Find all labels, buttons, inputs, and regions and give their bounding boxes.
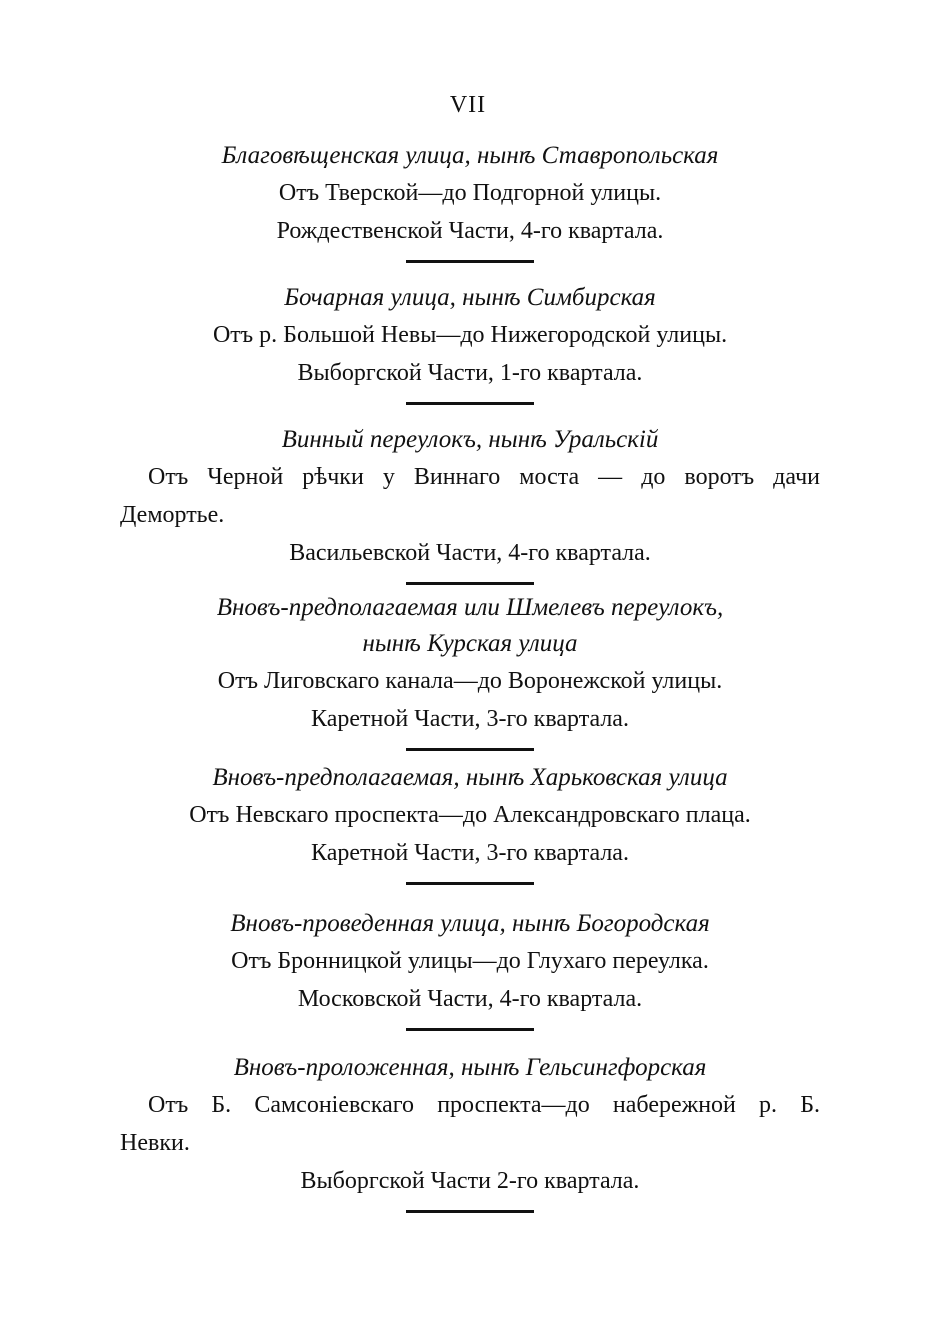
street-district: Выборгской Части 2-го квартала. <box>300 1168 640 1194</box>
street-entry <box>120 760 820 885</box>
street-route: Отъ Бронницкой улицы—до Глухаго переулка. <box>231 948 709 974</box>
street-heading: Бочарная улица, нынѣ Симбирская <box>284 284 656 311</box>
street-district: Васильевской Части, 4-го квартала. <box>289 540 651 566</box>
street-heading: Благовѣщенская улица, нынѣ Ставропольская <box>221 142 719 169</box>
street-heading-continued: нынѣ Курская улица <box>362 630 578 657</box>
street-entry <box>120 1050 820 1213</box>
street-entry <box>120 906 820 1031</box>
section-divider <box>406 882 534 885</box>
section-divider <box>406 748 534 751</box>
section-divider <box>406 1028 534 1031</box>
street-route: Отъ Тверской—до Подгорной улицы. <box>278 180 662 206</box>
street-heading: Вновъ-предполагаемая, нынѣ Харьковская улица <box>212 764 728 791</box>
street-heading: Вновъ-проложенная, нынѣ Гельсингфорская <box>233 1054 707 1081</box>
street-district: Рождественской Части, 4-го квартала. <box>276 218 664 244</box>
street-heading: Вновъ-предполагаемая или Шмелевъ переулокъ, <box>216 594 724 621</box>
section-divider <box>406 582 534 585</box>
street-route: Отъ Невскаго проспекта—до Александровскаго плаца. <box>189 802 751 828</box>
street-district: Выборгской Части, 1-го квартала. <box>297 360 643 386</box>
section-divider <box>406 1210 534 1213</box>
street-district: Каретной Части, 3-го квартала. <box>311 840 629 866</box>
street-route: Отъ Лиговскаго канала—до Воронежской улицы. <box>217 668 723 694</box>
section-divider <box>406 402 534 405</box>
street-route-continued: Невки. <box>120 1130 190 1156</box>
page-number: VII <box>449 92 487 118</box>
street-route: Отъ Б. Самсоніевскаго проспекта—до набережной р. Б. <box>148 1092 820 1118</box>
street-route-continued: Демортье. <box>120 502 225 528</box>
street-route: Отъ р. Большой Невы—до Нижегородской улицы. <box>212 322 728 348</box>
street-district: Каретной Части, 3-го квартала. <box>311 706 629 732</box>
section-divider <box>406 260 534 263</box>
street-district: Московской Части, 4-го квартала. <box>297 986 643 1012</box>
street-entry <box>120 590 820 751</box>
street-heading: Винный переулокъ, нынѣ Уральскій <box>281 426 659 453</box>
street-entry <box>120 422 820 585</box>
street-entry <box>120 280 820 405</box>
street-route: Отъ Черной рѣчки у Виннаго моста — до воротъ дачи <box>148 464 820 490</box>
street-heading: Вновъ-проведенная улица, нынѣ Богородская <box>230 910 710 937</box>
street-entry <box>120 138 820 263</box>
